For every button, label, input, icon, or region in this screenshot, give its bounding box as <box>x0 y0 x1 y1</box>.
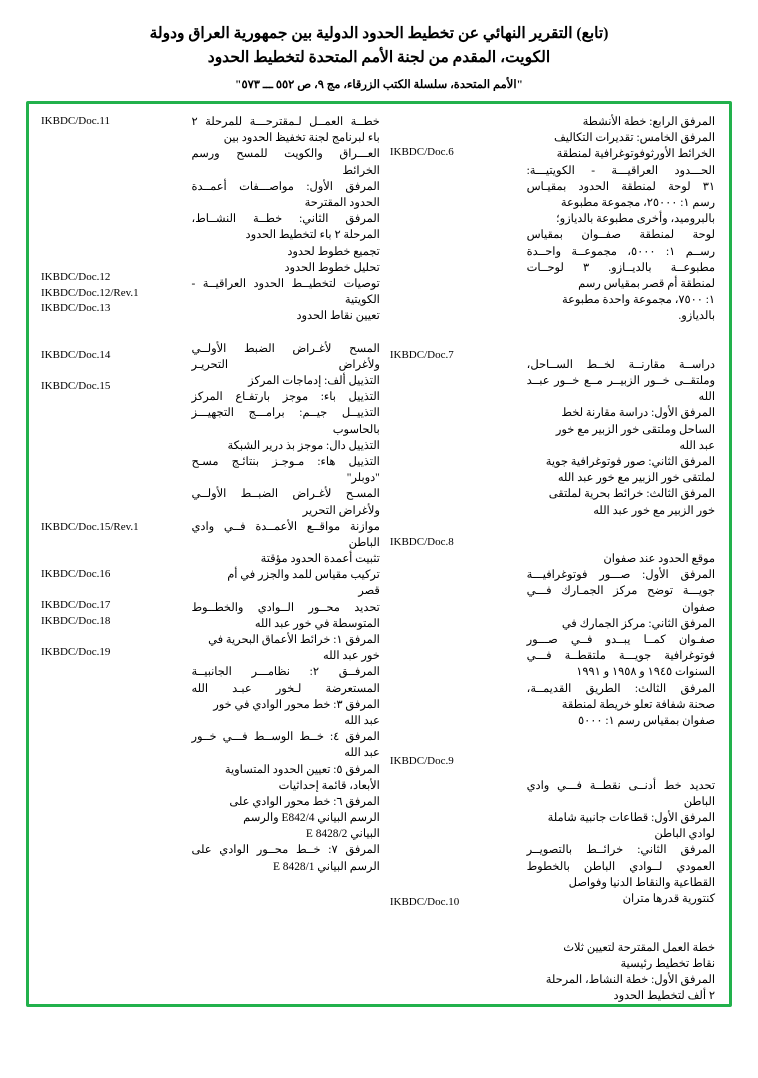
document-line: الرسم البياني E 8428/1 <box>273 860 380 873</box>
document-line: المرفق ١: خرائط الأعماق البحرية في <box>208 634 380 647</box>
code-spacer <box>41 848 183 864</box>
document-line: ولأغراض التحريـر <box>191 358 380 371</box>
document-line: رســم ١: ٥٠٠٠، مجموعــة واحــدة <box>526 245 715 258</box>
code-spacer <box>390 848 519 864</box>
code-spacer <box>41 145 183 161</box>
document-line: خور عبد الله <box>322 650 380 663</box>
document-line: المرفق الأول: مواصـــفات أعمــدة <box>191 180 380 193</box>
code-spacer <box>390 692 519 708</box>
document-line: موقع الحدود عند صفوان <box>603 553 715 566</box>
document-line: الأبعاد، قائمة إحداثيات <box>278 779 380 792</box>
document-line: المرفق الثالث: خرائط بحرية لملتقى <box>548 488 715 501</box>
document-line: فوتوغرافية جويـــة ملتقطــة فـــي <box>526 650 715 663</box>
document-line: لوادي الباطن <box>654 828 715 841</box>
document-reference-code: IKBDC/Doc.10 <box>389 895 460 908</box>
document-line: صفوان بمقياس رسم ١: ٥٠٠٠ <box>578 714 715 727</box>
right-column-text <box>523 114 721 1003</box>
document-line: تحديد محــور الــوادي والخطــوط <box>191 601 380 614</box>
code-spacer <box>390 114 519 130</box>
code-spacer <box>390 926 519 942</box>
document-line: لملتقى خور الزبير مع خور عبد الله <box>557 472 715 485</box>
document-line: لمنطقة أم قصر بمقياس رسم <box>578 277 715 290</box>
document-line <box>527 324 715 340</box>
document-line: المرفق الأول: قطاعات جانبية شاملة <box>547 812 715 825</box>
code-spacer <box>41 801 183 817</box>
document-line: العـــراق والكويت للمسح ورسم <box>191 148 380 161</box>
document-line: "دوبلر" <box>346 472 380 485</box>
document-line: قصر <box>358 585 380 598</box>
code-spacer <box>390 551 519 567</box>
code-spacer <box>41 333 183 349</box>
code-spacer <box>390 723 519 739</box>
document-line: ٢ ألف لتخطيط الحدود <box>613 990 715 1003</box>
document-line <box>527 341 715 357</box>
left-column-text <box>187 114 385 998</box>
code-spacer <box>390 317 519 333</box>
document-line: توصيات لتخطيــط الحدود العراقيــة - <box>191 277 380 290</box>
document-line: المرفق الثاني: خرائــط بالتصويــر <box>526 844 715 857</box>
document-line: كنتورية قدرها متران <box>622 893 715 906</box>
code-spacer <box>390 645 519 661</box>
code-spacer <box>41 863 183 879</box>
code-spacer <box>390 442 519 458</box>
document-line: نقاط تخطيط رئيسية <box>620 957 715 970</box>
code-spacer <box>41 707 183 723</box>
document-line: ٣١ لوحة لمنطقة الحدود بمقيـاس <box>526 180 715 193</box>
document-line: موازنة مواقــع الأعمــدة فــي وادي <box>191 520 380 533</box>
code-spacer <box>390 457 519 473</box>
code-spacer <box>390 614 519 630</box>
document-line: المرفق ٦: خط محور الوادي على <box>229 795 380 808</box>
code-spacer <box>41 223 183 239</box>
document-line: المرفــق ٢: نظامـــر الجانبيــة <box>191 666 380 679</box>
code-spacer <box>390 785 519 801</box>
document-line: المرفق الأول: دراسة مقارنة لخط <box>561 407 715 420</box>
document-reference-code: IKBDC/Doc.12 <box>41 271 111 284</box>
code-spacer <box>41 239 183 255</box>
document-line: الله <box>698 391 715 404</box>
document-line: عبد الله <box>679 439 715 452</box>
document-line: رسم ١: ٢٥٠٠٠، مجموعة مطبوعة <box>560 196 715 209</box>
code-spacer <box>390 286 519 302</box>
document-line: المرفق ٤: خــط الوســط فـــي خــور <box>191 731 380 744</box>
code-spacer <box>41 176 183 192</box>
document-line: المرفق الرابع: خطة الأنشطة <box>582 116 715 129</box>
document-line: المرفق الخامس: تقديرات التكاليف <box>553 132 715 145</box>
document-line: تجميع خطوط لحدود <box>287 245 380 258</box>
code-spacer <box>390 489 519 505</box>
document-line: المرفق ٣: خط محور الوادي في خور <box>213 698 380 711</box>
document-line: المرفق الثاني: مركز الجمارك في <box>561 617 715 630</box>
document-line: الباطن <box>348 536 380 549</box>
document-line: المرفق الأول: خطة النشاط، المرحلة <box>545 973 715 986</box>
code-spacer <box>390 816 519 832</box>
code-spacer <box>390 520 519 536</box>
document-line <box>527 923 715 939</box>
code-spacer <box>41 879 183 895</box>
document-line: باء لبرنامج لجنة تخفيظ الحدود بين <box>223 132 380 145</box>
code-spacer <box>390 629 519 645</box>
code-spacer <box>41 192 183 208</box>
document-line <box>527 729 715 745</box>
document-line: المرفق ٧: خــط محــور الوادي على <box>191 844 380 857</box>
document-line: التذييل دال: موجز بذ درير الشبكة <box>227 439 380 452</box>
code-spacer <box>41 754 183 770</box>
document-line: المرفق الثاني: خطــة النشــاط، <box>191 213 380 226</box>
document-line: مطبوعــة بالديــازو. ٣ لوحــات <box>526 261 715 274</box>
document-line: التذييل هاء: مـوجـز بنتائـج مسـح <box>191 455 380 468</box>
code-spacer <box>41 832 183 848</box>
document-line: تحليل خطوط الحدود <box>284 261 380 274</box>
document-line: دراســة مقارنــة لخــط الســاحل، <box>526 358 715 371</box>
code-spacer <box>390 910 519 926</box>
code-spacer <box>390 161 519 177</box>
two-column-layout <box>37 114 721 1003</box>
code-spacer <box>41 411 183 427</box>
title-line-2: الكويت، المقدم من لجنة الأمم المتحدة لتخطيط الحدود <box>207 49 551 67</box>
code-spacer <box>41 738 183 754</box>
code-spacer <box>41 926 183 942</box>
code-spacer <box>41 770 183 786</box>
document-line <box>527 535 715 551</box>
document-line: صفـوان كمــا يبــدو فــي صـــور <box>526 634 715 647</box>
document-line: المسح لأغـراض الضبط الأولــي <box>191 342 380 355</box>
code-spacer <box>390 192 519 208</box>
code-spacer <box>390 364 519 380</box>
code-spacer <box>390 801 519 817</box>
code-spacer <box>41 535 183 551</box>
document-line: ولأغراض التحرير <box>302 504 380 517</box>
code-spacer <box>41 130 183 146</box>
content-frame <box>26 101 732 1007</box>
code-spacer <box>41 941 183 957</box>
code-spacer <box>41 442 183 458</box>
code-spacer <box>41 551 183 567</box>
code-spacer <box>41 317 183 333</box>
document-line: وملتقــى خــور الزبيــر مــع خــور عبــد <box>526 375 715 388</box>
code-spacer <box>390 411 519 427</box>
right-column-codes <box>386 114 523 998</box>
document-line: الساحل وملتقى خور الزبير مع خور <box>555 423 715 436</box>
document-line: تركيب مقياس للمد والجزر في أم <box>227 569 380 582</box>
document-line <box>527 519 715 535</box>
document-line: المرفق الثاني: صور فوتوغرافية جوية <box>545 455 715 468</box>
code-spacer <box>390 941 519 957</box>
document-reference-code: IKBDC/Doc.18 <box>41 614 111 627</box>
document-line: العمودي لــوادي الباطن بالخطوط <box>526 860 715 873</box>
document-line: تثبيت أعمدة الحدود مؤقتة <box>260 553 380 566</box>
code-spacer <box>41 676 183 692</box>
code-spacer <box>390 223 519 239</box>
document-reference-code: IKBDC/Doc.7 <box>389 349 454 362</box>
document-line <box>527 762 715 778</box>
code-spacer <box>41 816 183 832</box>
document-line: ١: ٧٥٠٠، مجموعة واحدة مطبوعة <box>562 294 715 307</box>
code-spacer <box>41 255 183 271</box>
left-column-codes <box>37 114 187 998</box>
document-line: المتوسطة في خور عبد الله <box>254 617 380 630</box>
code-spacer <box>390 301 519 317</box>
code-spacer <box>390 255 519 271</box>
code-spacer <box>41 895 183 911</box>
code-spacer <box>41 785 183 801</box>
document-line: البياني E 8428/2 <box>305 828 380 841</box>
code-spacer <box>390 130 519 146</box>
document-line: المستعرضة لـخور عبـد الله <box>191 682 380 695</box>
code-spacer <box>390 660 519 676</box>
page-title <box>26 22 732 91</box>
document-line: عبد الله <box>344 747 380 760</box>
document-line: خطة العمل المقترحة لتعيين ثلاث <box>563 941 715 954</box>
document-reference-code: IKBDC/Doc.15/Rev.1 <box>41 520 139 533</box>
code-spacer <box>390 395 519 411</box>
code-spacer <box>390 879 519 895</box>
code-spacer <box>41 426 183 442</box>
code-spacer <box>390 426 519 442</box>
title-source-note: "الأمم المتحدة، سلسلة الكتب الزرقاء، مج ٩، ص ٥٥٢ ـــ ٥٧٣" <box>235 79 523 92</box>
document-reference-code: IKBDC/Doc.19 <box>41 645 111 658</box>
code-spacer <box>390 473 519 489</box>
code-spacer <box>390 239 519 255</box>
document-line: بالبروميد، وأخرى مطبوعة بالديازو؛ <box>555 213 715 226</box>
code-spacer <box>41 504 183 520</box>
document-line: الخرائط <box>342 164 380 177</box>
document-line: الحدود المقترحة <box>304 196 380 209</box>
document-line: بالديازو. <box>678 310 715 323</box>
document-line: صحنة شفافة تعلو خريطة لمنطقة <box>561 698 715 711</box>
document-line: الكويتية <box>344 294 380 307</box>
document-reference-code: IKBDC/Doc.8 <box>389 536 454 549</box>
code-spacer <box>41 161 183 177</box>
document-line: جويـــة توضح مركز الجمـارك فـــي <box>526 585 715 598</box>
code-spacer <box>390 504 519 520</box>
document-line: التذييــل جيــم: برامـــج التجهيـــز <box>191 407 380 420</box>
document-line <box>527 907 715 923</box>
code-spacer <box>390 770 519 786</box>
document-line: الباطن <box>683 795 715 808</box>
document-line: المرفق الثالث: الطريق القديمــة، <box>526 682 715 695</box>
code-spacer <box>41 723 183 739</box>
document-line: القطاعية والنقاط الدنيا وفواصل <box>568 876 715 889</box>
document-reference-code: IKBDC/Doc.16 <box>41 567 111 580</box>
document-line: السنوات ١٩٤٥ و ١٩٥٨ و ١٩٩١ <box>576 666 715 679</box>
document-line: خور الزبير مع خور عبد الله <box>593 504 715 517</box>
document-line: التذييل باء: موجز بارتفـاع المركز <box>191 391 380 404</box>
document-reference-code: IKBDC/Doc.12/Rev.1 <box>41 286 139 299</box>
code-spacer <box>390 379 519 395</box>
document-line: صفوان <box>682 601 715 614</box>
document-line: المرفق ٥: تعيين الحدود المتساوية <box>224 763 380 776</box>
document-reference-code: IKBDC/Doc.14 <box>41 349 111 362</box>
document-reference-code: IKBDC/Doc.17 <box>41 598 111 611</box>
document-reference-code: IKBDC/Doc.11 <box>41 115 110 128</box>
code-spacer <box>390 738 519 754</box>
code-spacer <box>41 489 183 505</box>
code-spacer <box>41 660 183 676</box>
document-line: لوحة لمنطقة صفــوان بمقياس <box>526 229 715 242</box>
document-line: المسـح لأغـراض الضبــط الأولــي <box>191 488 380 501</box>
document-reference-code: IKBDC/Doc.15 <box>41 380 111 393</box>
code-spacer <box>390 176 519 192</box>
document-line: تعيين نقاط الحدود <box>296 310 380 323</box>
document-line: خطــة العمــل لـمقترحـــة للمرحلة ٢ <box>191 116 380 129</box>
code-spacer <box>41 208 183 224</box>
code-spacer <box>390 707 519 723</box>
document-reference-code: IKBDC/Doc.6 <box>389 146 454 159</box>
document-line: تحديد خط أدنــى نقطــة فـــي وادي <box>526 779 715 792</box>
document-reference-code: IKBDC/Doc.9 <box>389 755 454 768</box>
code-spacer <box>41 910 183 926</box>
code-spacer <box>390 863 519 879</box>
document-line: بالحاسوب <box>332 423 380 436</box>
document-line: الحـــدود العراقيـــة - الكويتيـــة: <box>526 164 715 177</box>
title-line-1: (تابع) التقرير النهائي عن تخطيط الحدود الدولية بين جمهورية العراق ودولة <box>149 25 609 42</box>
code-spacer <box>41 582 183 598</box>
document-line <box>527 745 715 761</box>
code-spacer <box>41 457 183 473</box>
document-line: الخرائط الأورثوفوتوغرافية لمنطقة <box>556 148 715 161</box>
document-line: المرفق الأول: صـــور فوتوغرافيـــة <box>526 569 715 582</box>
code-spacer <box>41 692 183 708</box>
document-line <box>191 324 379 340</box>
code-spacer <box>41 629 183 645</box>
code-spacer <box>41 395 183 411</box>
code-spacer <box>41 364 183 380</box>
code-spacer <box>390 567 519 583</box>
document-line: الرسم البياني E842/4 والرسم <box>243 812 380 825</box>
code-spacer <box>390 832 519 848</box>
code-spacer <box>390 270 519 286</box>
code-spacer <box>390 582 519 598</box>
document-line: عبد الله <box>344 714 380 727</box>
code-spacer <box>390 333 519 349</box>
code-spacer <box>390 676 519 692</box>
code-spacer <box>390 208 519 224</box>
document-line: التذييل ألف: إدماجات المركز <box>248 375 380 388</box>
code-spacer <box>41 473 183 489</box>
code-spacer <box>390 598 519 614</box>
document-reference-code: IKBDC/Doc.13 <box>41 302 111 315</box>
document-line: المرحلة ٢ باء لتخطيط الحدود <box>245 229 380 242</box>
